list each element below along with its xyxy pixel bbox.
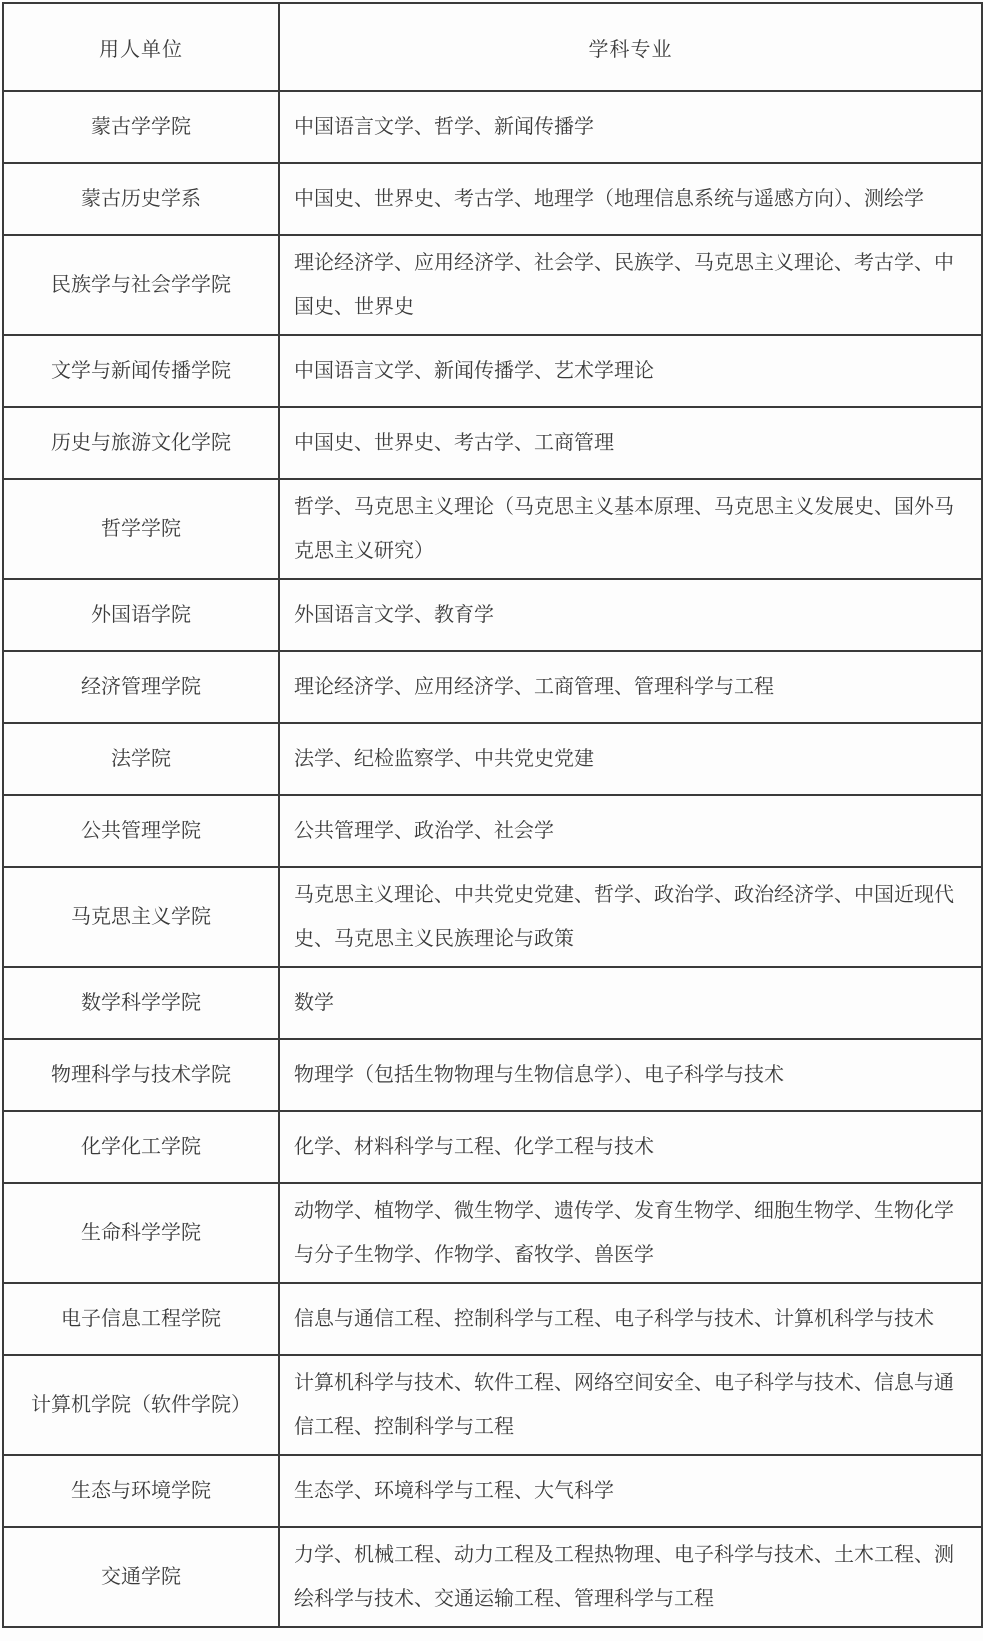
table-row	[3, 1111, 982, 1183]
table-row	[3, 407, 982, 479]
unit-cell: 蒙古历史学系	[3, 163, 279, 235]
recruitment-table	[2, 2, 983, 1628]
unit-cell: 民族学与社会学学院	[3, 235, 279, 335]
column-header-majors: 学科专业	[279, 3, 982, 91]
unit-cell: 蒙古学学院	[3, 91, 279, 163]
majors-cell: 计算机科学与技术、软件工程、网络空间安全、电子科学与技术、信息与通信工程、控制科学与工程	[279, 1355, 982, 1455]
unit-cell: 物理科学与技术学院	[3, 1039, 279, 1111]
table-row	[3, 967, 982, 1039]
table-row	[3, 1355, 982, 1455]
majors-cell: 信息与通信工程、控制科学与工程、电子科学与技术、计算机科学与技术	[279, 1283, 982, 1355]
column-header-unit: 用人单位	[3, 3, 279, 91]
majors-cell: 外国语言文学、教育学	[279, 579, 982, 651]
unit-cell: 外国语学院	[3, 579, 279, 651]
majors-cell: 理论经济学、应用经济学、社会学、民族学、马克思主义理论、考古学、中国史、世界史	[279, 235, 982, 335]
majors-cell: 生态学、环境科学与工程、大气科学	[279, 1455, 982, 1527]
majors-cell: 公共管理学、政治学、社会学	[279, 795, 982, 867]
majors-cell: 哲学、马克思主义理论（马克思主义基本原理、马克思主义发展史、国外马克思主义研究）	[279, 479, 982, 579]
table-row	[3, 91, 982, 163]
table-row	[3, 579, 982, 651]
table-row	[3, 723, 982, 795]
table-row	[3, 1283, 982, 1355]
unit-cell: 生态与环境学院	[3, 1455, 279, 1527]
table-row	[3, 1527, 982, 1627]
table-row	[3, 163, 982, 235]
table-row	[3, 795, 982, 867]
unit-cell: 文学与新闻传播学院	[3, 335, 279, 407]
majors-cell: 力学、机械工程、动力工程及工程热物理、电子科学与技术、土木工程、测绘科学与技术、交通运输工程、管理科学与工程	[279, 1527, 982, 1627]
table-row	[3, 867, 982, 967]
unit-cell: 计算机学院（软件学院）	[3, 1355, 279, 1455]
majors-cell: 法学、纪检监察学、中共党史党建	[279, 723, 982, 795]
unit-cell: 哲学学院	[3, 479, 279, 579]
majors-cell: 中国史、世界史、考古学、工商管理	[279, 407, 982, 479]
unit-cell: 生命科学学院	[3, 1183, 279, 1283]
majors-cell: 物理学（包括生物物理与生物信息学）、电子科学与技术	[279, 1039, 982, 1111]
table-row	[3, 1039, 982, 1111]
unit-cell: 化学化工学院	[3, 1111, 279, 1183]
unit-cell: 数学科学学院	[3, 967, 279, 1039]
unit-cell: 马克思主义学院	[3, 867, 279, 967]
unit-cell: 电子信息工程学院	[3, 1283, 279, 1355]
unit-cell: 公共管理学院	[3, 795, 279, 867]
majors-cell: 理论经济学、应用经济学、工商管理、管理科学与工程	[279, 651, 982, 723]
majors-cell: 动物学、植物学、微生物学、遗传学、发育生物学、细胞生物学、生物化学与分子生物学、作物学、畜牧学、兽医学	[279, 1183, 982, 1283]
majors-cell: 数学	[279, 967, 982, 1039]
table-row	[3, 1455, 982, 1527]
majors-cell: 化学、材料科学与工程、化学工程与技术	[279, 1111, 982, 1183]
majors-cell: 中国语言文学、新闻传播学、艺术学理论	[279, 335, 982, 407]
table-header-row	[3, 3, 982, 91]
unit-cell: 法学院	[3, 723, 279, 795]
unit-cell: 历史与旅游文化学院	[3, 407, 279, 479]
unit-cell: 交通学院	[3, 1527, 279, 1627]
table-row	[3, 479, 982, 579]
majors-cell: 中国史、世界史、考古学、地理学（地理信息系统与遥感方向）、测绘学	[279, 163, 982, 235]
table-row	[3, 651, 982, 723]
table-row	[3, 1183, 982, 1283]
table-row	[3, 235, 982, 335]
unit-cell: 经济管理学院	[3, 651, 279, 723]
majors-cell: 中国语言文学、哲学、新闻传播学	[279, 91, 982, 163]
majors-cell: 马克思主义理论、中共党史党建、哲学、政治学、政治经济学、中国近现代史、马克思主义民族理论与政策	[279, 867, 982, 967]
table-row	[3, 335, 982, 407]
